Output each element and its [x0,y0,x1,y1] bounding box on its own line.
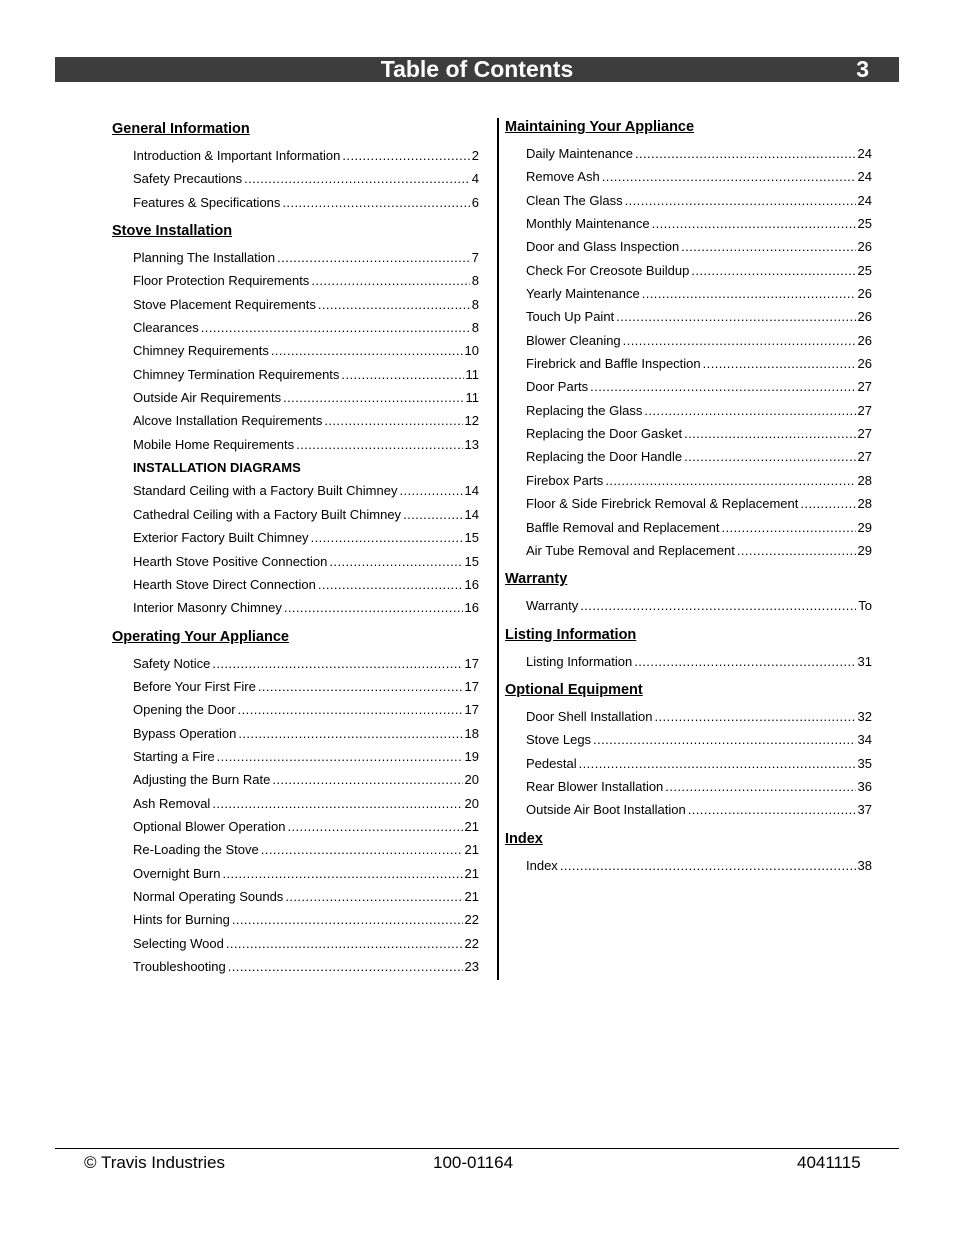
toc-left-column [112,120,479,978]
toc-entry-page: 15 [464,553,479,569]
toc-entry-page: 6 [471,194,479,210]
toc-entry[interactable] [505,728,872,751]
toc-entry[interactable] [505,594,872,617]
toc-entry-page: 11 [465,366,479,382]
toc-entry[interactable] [505,212,872,235]
dot-leader [635,142,856,165]
toc-entry-page: 24 [857,169,872,185]
toc-entry-title: Rear Blower Installation [526,778,664,794]
toc-entry-title: Safety Precautions [133,171,243,187]
toc-entry-page: 28 [857,496,872,512]
toc-entry-title: Adjusting the Burn Rate [133,772,271,788]
toc-entry[interactable] [505,282,872,305]
footer-company: © Travis Industries [84,1153,226,1172]
toc-entry-title: Optional Blower Operation [133,818,286,834]
dot-leader [590,375,855,398]
toc-entry[interactable] [112,722,479,745]
toc-entry-page: 36 [857,778,872,794]
toc-entry[interactable] [112,409,479,432]
toc-entry-page: 27 [857,449,872,465]
toc-entry-page: 21 [464,888,479,904]
toc-entry-title: Planning The Installation [133,250,276,266]
toc-entry-page: 23 [464,959,479,974]
section-heading-operating[interactable]: Operating Your Appliance [112,628,289,645]
toc-entry-title: Features & Specifications [133,194,281,210]
dot-leader [287,815,462,838]
toc-entry-title: Floor & Side Firebrick Removal & Replacement [526,496,799,512]
toc-entry[interactable] [112,768,479,791]
toc-entry-page: To [858,598,872,614]
dot-leader [283,386,463,409]
toc-entry-page: 26 [857,309,872,325]
dot-leader [311,269,469,292]
toc-entry-page: 31 [857,653,872,669]
dot-leader [623,329,856,352]
toc-entry[interactable] [505,422,872,445]
toc-entry[interactable] [112,838,479,861]
dot-leader [800,492,855,515]
toc-entry-title: Baffle Removal and Replacement [526,519,720,535]
toc-entry-title: Clean The Glass [526,192,623,208]
toc-list-stove [112,246,479,456]
toc-entry-title: Mobile Home Requirements [133,436,295,452]
dot-leader [681,235,855,258]
dot-leader [684,445,855,468]
toc-entry-page: 14 [464,506,479,522]
dot-leader [684,422,855,445]
toc-entry-title: Ash Removal [133,795,211,811]
section-heading-warranty[interactable]: Warranty [505,571,568,588]
toc-entry[interactable] [112,293,479,316]
dot-leader [602,165,856,188]
dot-leader [238,698,463,721]
dot-leader [593,728,855,751]
page-title: Table of Contents [380,56,574,82]
toc-entry[interactable] [112,316,479,339]
toc-entry-page: 28 [857,472,872,488]
toc-entry-page: 34 [857,732,872,748]
dot-leader [644,399,855,422]
toc-entry[interactable] [112,526,479,549]
dot-leader [654,705,855,728]
toc-entry[interactable] [112,269,479,292]
dot-leader [232,908,463,931]
dot-leader [277,246,470,269]
toc-list-operating [112,652,479,979]
dot-leader [201,316,470,339]
toc-entry[interactable] [112,908,479,931]
toc-entry-title: Door Shell Installation [526,708,653,724]
toc-entry-title: Air Tube Removal and Replacement [526,542,735,558]
toc-entry-page: 20 [464,795,479,811]
toc-entry[interactable] [505,775,872,798]
toc-entry-page: 27 [857,379,872,395]
dot-leader [605,469,855,492]
toc-entry-page: 17 [464,655,479,671]
section-heading-stove[interactable]: Stove Installation [112,223,233,240]
toc-entry[interactable] [112,596,479,619]
toc-entry-page: 29 [857,542,872,558]
toc-entry-page: 26 [857,356,872,372]
subheading-installation-diagrams: INSTALLATION DIAGRAMS [133,460,301,476]
toc-entry-title: Chimney Termination Requirements [133,366,340,382]
section-heading-general[interactable]: General Information [112,121,250,137]
toc-entry-title: Door and Glass Inspection [526,239,680,255]
dot-leader [271,339,463,362]
toc-entry-title: Index [526,857,558,873]
toc-entry-page: 24 [857,146,872,161]
dot-leader [217,745,463,768]
dot-leader [324,409,462,432]
dot-leader [579,752,856,775]
dot-leader [244,167,470,190]
footer-doc-number: 100-01164 [433,1153,514,1172]
toc-entry-page: 2 [471,148,479,163]
toc-entry-page: 26 [857,286,872,302]
dot-leader [296,433,462,456]
header-bar [55,57,899,82]
dot-leader [329,550,462,573]
section-heading-listing[interactable]: Listing Information [505,626,637,643]
toc-entry-page: 37 [857,802,872,818]
toc-entry-title: Safety Notice [133,655,211,671]
toc-entry-page: 17 [464,702,479,718]
toc-entry-page: 21 [464,865,479,881]
toc-entry[interactable] [505,492,872,515]
toc-entry-title: Starting a Fire [133,748,215,764]
toc-entry-title: Interior Masonry Chimney [133,600,282,616]
dot-leader [691,259,855,282]
dot-leader [212,792,462,815]
toc-entry-title: Daily Maintenance [526,146,633,161]
toc-entry-title: Normal Operating Sounds [133,888,284,904]
toc-entry-title: Firebox Parts [526,472,604,488]
dot-leader [399,479,462,502]
dot-leader [285,885,462,908]
toc-entry[interactable] [505,469,872,492]
dot-leader [311,526,463,549]
toc-list-index [505,854,872,877]
toc-entry[interactable] [505,705,872,728]
toc-entry-title: Yearly Maintenance [526,286,640,302]
toc-entry-title: Opening the Door [133,702,236,718]
toc-entry-title: Touch Up Paint [526,309,615,325]
toc-entry-title: Standard Ceiling with a Factory Built Chimney [133,483,398,499]
toc-entry[interactable] [112,246,479,269]
toc-entry[interactable] [112,885,479,908]
toc-entry-page: 8 [471,320,479,336]
toc-entry[interactable] [505,375,872,398]
dot-leader [737,539,856,562]
toc-entry-title: Firebrick and Baffle Inspection [526,356,701,372]
dot-leader [341,363,463,386]
toc-entry-title: Hints for Burning [133,912,230,928]
dot-leader [688,798,856,821]
dot-leader [318,573,463,596]
toc-entry[interactable] [505,752,872,775]
toc-entry[interactable] [112,955,479,978]
toc-list-diagrams [112,479,479,619]
toc-entry[interactable] [505,516,872,539]
toc-entry-page: 29 [857,519,872,535]
dot-leader [258,675,463,698]
page-number: 3 [856,56,869,82]
dot-leader [228,955,463,978]
section-heading-maintaining[interactable]: Maintaining Your Appliance [505,119,695,135]
toc-entry[interactable] [505,305,872,328]
toc-entry-title: Overnight Burn [133,865,221,881]
dot-leader [721,516,855,539]
toc-entry[interactable] [112,191,479,214]
toc-entry-title: Outside Air Requirements [133,390,282,406]
dot-leader [261,838,463,861]
toc-list-maintaining [505,142,872,562]
toc-entry-title: Replacing the Door Handle [526,449,683,465]
toc-entry-page: 12 [464,413,479,429]
toc-entry-title: Introduction & Important Information [133,148,341,163]
toc-entry-page: 20 [464,772,479,788]
toc-entry[interactable] [505,650,872,673]
toc-entry-page: 32 [857,708,872,724]
toc-entry-page: 16 [464,576,479,592]
dot-leader [226,932,463,955]
toc-entry[interactable] [112,862,479,885]
toc-entry-page: 27 [857,402,872,418]
toc-entry-title: Replacing the Glass [526,402,643,418]
toc-entry[interactable] [112,792,479,815]
toc-entry[interactable] [112,932,479,955]
dot-leader [652,212,856,235]
dot-leader [403,503,462,526]
toc-entry[interactable] [112,652,479,675]
toc-entry[interactable] [112,675,479,698]
toc-entry-title: Monthly Maintenance [526,216,650,232]
toc-entry-title: Listing Information [526,653,633,669]
dot-leader [642,282,856,305]
dot-leader [580,594,856,617]
toc-entry[interactable] [505,445,872,468]
toc-entry-page: 24 [857,192,872,208]
toc-entry[interactable] [112,433,479,456]
column-divider [497,118,499,980]
toc-entry[interactable] [505,142,872,165]
toc-entry[interactable] [505,854,872,877]
toc-entry[interactable] [505,165,872,188]
dot-leader [625,189,856,212]
toc-entry-page: 4 [471,171,479,187]
toc-entry-page: 17 [464,678,479,694]
toc-entry-title: Hearth Stove Direct Connection [133,576,316,592]
toc-entry-title: Door Parts [526,379,589,395]
toc-entry-page: 21 [464,818,479,834]
toc-entry-page: 26 [857,239,872,255]
toc-entry-title: Floor Protection Requirements [133,273,310,289]
dot-leader [665,775,855,798]
toc-list-warranty [505,594,872,617]
toc-entry[interactable] [505,259,872,282]
toc-entry[interactable] [112,144,479,167]
dot-leader [560,854,856,877]
toc-entry[interactable] [112,386,479,409]
toc-entry-page: 21 [464,842,479,858]
dot-leader [616,305,855,328]
toc-entry-title: Outside Air Boot Installation [526,802,686,818]
dot-leader [222,862,462,885]
dot-leader [238,722,462,745]
toc-entry[interactable] [505,235,872,258]
toc-entry[interactable] [112,745,479,768]
toc-entry-title: Bypass Operation [133,725,237,741]
toc-entry-title: Hearth Stove Positive Connection [133,553,328,569]
toc-entry[interactable] [112,573,479,596]
toc-entry[interactable] [505,329,872,352]
dot-leader [318,293,470,316]
footer-rule [55,1148,899,1149]
toc-entry-page: 22 [464,935,479,951]
dot-leader [703,352,856,375]
toc-entry-title: Clearances [133,320,199,336]
dot-leader [284,596,463,619]
toc-entry-page: 8 [471,273,479,289]
toc-right-column [505,118,872,877]
toc-entry-page: 22 [464,912,479,928]
toc-entry-title: Pedestal [526,755,577,771]
toc-list-general [112,144,479,214]
toc-entry-title: Selecting Wood [133,935,224,951]
toc-entry[interactable] [505,539,872,562]
toc-entry[interactable] [112,550,479,573]
toc-entry-title: Replacing the Door Gasket [526,426,683,442]
dot-leader [282,191,469,214]
dot-leader [634,650,855,673]
toc-entry-title: Remove Ash [526,169,600,185]
toc-list-optional [505,705,872,822]
toc-entry[interactable] [505,352,872,375]
toc-entry-page: 18 [464,725,479,741]
toc-entry[interactable] [112,503,479,526]
toc-entry[interactable] [505,189,872,212]
toc-entry-page: 38 [857,857,872,873]
toc-entry-page: 26 [857,332,872,348]
toc-entry-page: 25 [857,216,872,232]
toc-entry-title: Troubleshooting [133,959,226,974]
toc-entry-title: Warranty [526,598,579,614]
toc-entry-page: 15 [464,530,479,546]
footer-revision: 4041115 [797,1153,861,1172]
toc-entry[interactable] [112,339,479,362]
toc-entry-page: 11 [465,390,479,406]
toc-entry-title: Exterior Factory Built Chimney [133,530,309,546]
toc-entry-page: 16 [464,600,479,616]
toc-entry[interactable] [505,399,872,422]
toc-list-listing [505,650,872,673]
dot-leader [212,652,462,675]
toc-entry-title: Blower Cleaning [526,332,621,348]
toc-entry-page: 10 [464,343,479,359]
dot-leader [272,768,462,791]
toc-entry-title: Re-Loading the Stove [133,842,259,858]
toc-entry-title: Cathedral Ceiling with a Factory Built Chimney [133,506,402,522]
toc-entry-title: Alcove Installation Requirements [133,413,323,429]
section-heading-optional[interactable]: Optional Equipment [505,681,643,698]
toc-entry-page: 25 [857,262,872,278]
toc-entry-title: Check For Creosote Buildup [526,262,690,278]
toc-entry-title: Stove Placement Requirements [133,296,316,312]
toc-entry-page: 7 [471,250,479,266]
toc-entry[interactable] [112,363,479,386]
toc-entry-page: 8 [471,296,479,312]
toc-entry-title: Chimney Requirements [133,343,269,359]
toc-entry-page: 19 [464,748,479,764]
toc-entry-page: 35 [857,755,872,771]
toc-entry[interactable] [112,698,479,721]
toc-entry-page: 27 [857,426,872,442]
toc-entry[interactable] [112,479,479,502]
toc-entry[interactable] [112,815,479,838]
toc-entry-title: Stove Legs [526,732,592,748]
toc-entry-page: 13 [464,436,479,452]
toc-entry-title: Before Your First Fire [133,678,256,694]
toc-entry[interactable] [112,167,479,190]
toc-entry-page: 14 [464,483,479,499]
toc-entry[interactable] [505,798,872,821]
section-heading-index[interactable]: Index [505,830,543,847]
dot-leader [342,144,469,167]
